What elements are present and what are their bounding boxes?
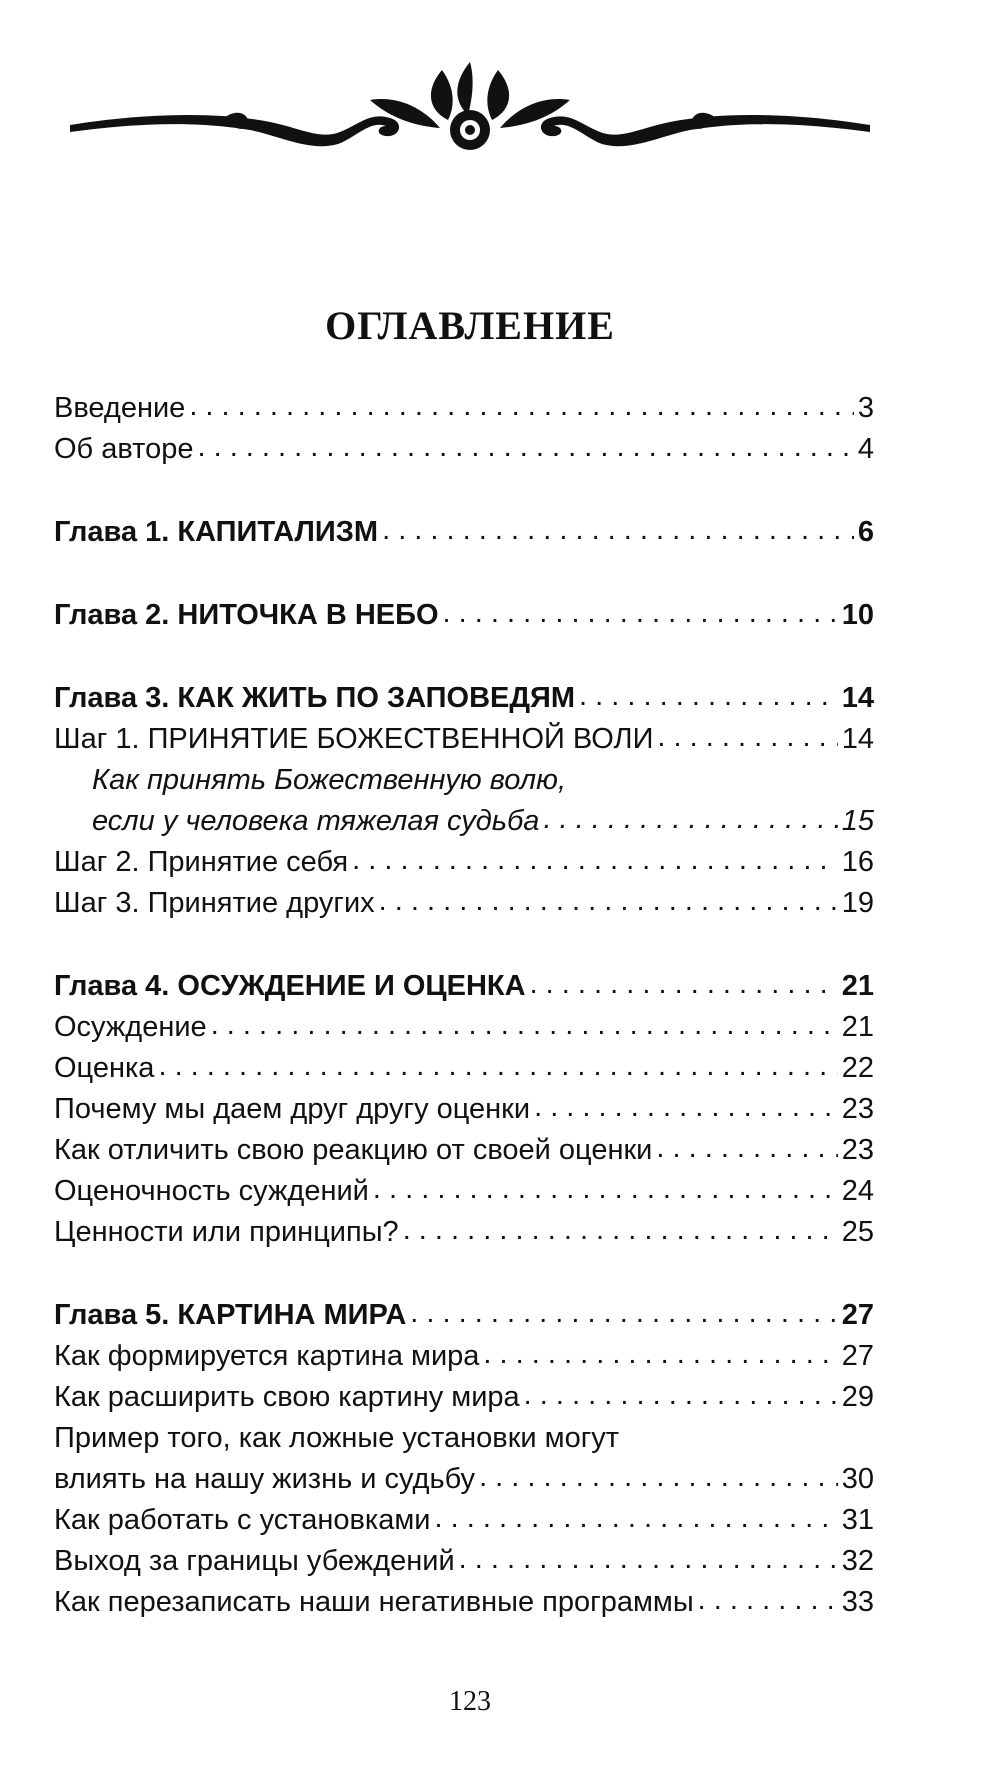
toc-entry[interactable] bbox=[54, 1500, 874, 1541]
toc-entry[interactable] bbox=[54, 429, 874, 470]
toc-entry-page: 14 bbox=[841, 723, 874, 755]
toc-entry-page: 3 bbox=[857, 392, 874, 424]
toc-entry-page: 19 bbox=[841, 887, 874, 919]
dot-leader bbox=[698, 1580, 838, 1621]
toc-entry-label: Пример того, как ложные установки могут bbox=[54, 1422, 620, 1454]
toc-entry[interactable] bbox=[54, 1377, 874, 1418]
toc-entry[interactable] bbox=[54, 1089, 874, 1130]
dot-leader bbox=[479, 1457, 838, 1498]
toc-entry-page: 6 bbox=[857, 516, 874, 548]
page-title: ОГЛАВЛЕНИЕ bbox=[325, 303, 615, 348]
toc-entry-page: 30 bbox=[841, 1463, 874, 1495]
toc-entry-label: Как отличить свою реакцию от своей оценки bbox=[54, 1134, 653, 1166]
toc-entry-label: Как расширить свою картину мира bbox=[54, 1381, 520, 1413]
toc-entry-page: 25 bbox=[841, 1216, 874, 1248]
toc-entry-label: Оценочность суждений bbox=[54, 1175, 369, 1207]
toc-entry-label: Как перезаписать наши негативные программы bbox=[54, 1586, 694, 1618]
toc-entry[interactable] bbox=[54, 1048, 874, 1089]
toc-entry-label: Осуждение bbox=[54, 1011, 207, 1043]
toc-entry-page: 31 bbox=[841, 1504, 874, 1536]
dot-leader bbox=[373, 1169, 838, 1210]
dot-leader bbox=[579, 676, 838, 717]
dot-leader bbox=[459, 1539, 838, 1580]
toc-entry-label: Шаг 1. ПРИНЯТИЕ БОЖЕСТВЕННОЙ ВОЛИ bbox=[54, 723, 654, 755]
toc-entry[interactable] bbox=[54, 1459, 874, 1500]
dot-leader bbox=[403, 1210, 838, 1251]
dot-leader bbox=[410, 1293, 837, 1334]
toc-entry-label: Выход за границы убеждений bbox=[54, 1545, 455, 1577]
dot-leader bbox=[524, 1375, 838, 1416]
toc-entry-label: если у человека тяжелая судьба bbox=[92, 805, 540, 837]
dot-leader bbox=[657, 717, 837, 758]
toc-chapter-3[interactable] bbox=[54, 678, 874, 719]
toc-entry-label: Глава 1. КАПИТАЛИЗМ bbox=[54, 516, 379, 548]
toc-entry[interactable] bbox=[54, 1582, 874, 1623]
toc-entry-page: 10 bbox=[841, 599, 874, 631]
toc-entry[interactable] bbox=[54, 1171, 874, 1212]
toc-entry[interactable] bbox=[54, 1212, 874, 1253]
toc-entry-page: 23 bbox=[841, 1134, 874, 1166]
dot-leader bbox=[189, 386, 854, 427]
toc-entry-page: 15 bbox=[841, 805, 874, 837]
ornament-icon bbox=[70, 60, 870, 160]
toc-entry-label: Как формируется картина мира bbox=[54, 1340, 480, 1372]
dot-leader bbox=[379, 881, 838, 922]
toc-entry[interactable] bbox=[54, 1007, 874, 1048]
dot-leader bbox=[534, 1087, 838, 1128]
toc-entry-page: 29 bbox=[841, 1381, 874, 1413]
toc-entry-label: Оценка bbox=[54, 1052, 155, 1084]
toc-entry-page: 4 bbox=[857, 433, 874, 465]
toc-entry-page: 27 bbox=[841, 1340, 874, 1372]
toc-entry-label: Об авторе bbox=[54, 433, 194, 465]
dot-leader bbox=[443, 593, 838, 634]
toc-chapter-5[interactable] bbox=[54, 1295, 874, 1336]
dot-leader bbox=[211, 1005, 838, 1046]
dot-leader bbox=[158, 1046, 837, 1087]
dot-leader bbox=[197, 427, 853, 468]
toc-entry[interactable] bbox=[54, 1418, 874, 1459]
toc-entry[interactable] bbox=[54, 842, 874, 883]
toc-entry-page: 21 bbox=[841, 970, 874, 1002]
toc-entry-page: 33 bbox=[841, 1586, 874, 1618]
toc-entry-label: Шаг 3. Принятие других bbox=[54, 887, 375, 919]
toc-entry-page: 24 bbox=[841, 1175, 874, 1207]
toc-entry-page: 23 bbox=[841, 1093, 874, 1125]
toc-entry[interactable] bbox=[54, 883, 874, 924]
toc-entry-label: Почему мы даем друг другу оценки bbox=[54, 1093, 531, 1125]
dot-leader bbox=[382, 510, 854, 551]
dot-leader bbox=[483, 1334, 837, 1375]
toc-entry[interactable] bbox=[54, 801, 874, 842]
table-of-contents bbox=[54, 388, 874, 1623]
toc-entry-page: 14 bbox=[841, 682, 874, 714]
toc-entry-page: 16 bbox=[841, 846, 874, 878]
dot-leader bbox=[543, 799, 837, 840]
toc-entry-label: Ценности или принципы? bbox=[54, 1216, 399, 1248]
toc-entry[interactable] bbox=[54, 1336, 874, 1377]
dot-leader bbox=[656, 1128, 837, 1169]
toc-chapter-2[interactable] bbox=[54, 595, 874, 636]
toc-entry[interactable] bbox=[54, 719, 874, 760]
toc-entry[interactable] bbox=[54, 388, 874, 429]
toc-entry-label: Глава 3. КАК ЖИТЬ ПО ЗАПОВЕДЯМ bbox=[54, 682, 576, 714]
toc-entry[interactable] bbox=[54, 1130, 874, 1171]
toc-entry-label: Как принять Божественную волю, bbox=[92, 764, 566, 796]
dot-leader bbox=[530, 964, 838, 1005]
toc-entry-label: Введение bbox=[54, 392, 186, 424]
dot-leader bbox=[434, 1498, 837, 1539]
toc-chapter-4[interactable] bbox=[54, 966, 874, 1007]
toc-entry-label: Шаг 2. Принятие себя bbox=[54, 846, 349, 878]
toc-entry[interactable] bbox=[54, 1541, 874, 1582]
page-number: 123 bbox=[449, 1686, 491, 1717]
toc-entry-label: Глава 5. КАРТИНА МИРА bbox=[54, 1299, 407, 1331]
toc-entry-page: 21 bbox=[841, 1011, 874, 1043]
toc-entry-page: 22 bbox=[841, 1052, 874, 1084]
toc-entry[interactable] bbox=[54, 760, 874, 801]
toc-entry-page: 27 bbox=[841, 1299, 874, 1331]
toc-entry-label: влиять на нашу жизнь и судьбу bbox=[54, 1463, 476, 1495]
toc-entry-label: Как работать с установками bbox=[54, 1504, 431, 1536]
toc-chapter-1[interactable] bbox=[54, 512, 874, 553]
toc-entry-page: 32 bbox=[841, 1545, 874, 1577]
toc-entry-label: Глава 4. ОСУЖДЕНИЕ И ОЦЕНКА bbox=[54, 970, 526, 1002]
dot-leader bbox=[352, 840, 838, 881]
toc-entry-label: Глава 2. НИТОЧКА В НЕБО bbox=[54, 599, 439, 631]
